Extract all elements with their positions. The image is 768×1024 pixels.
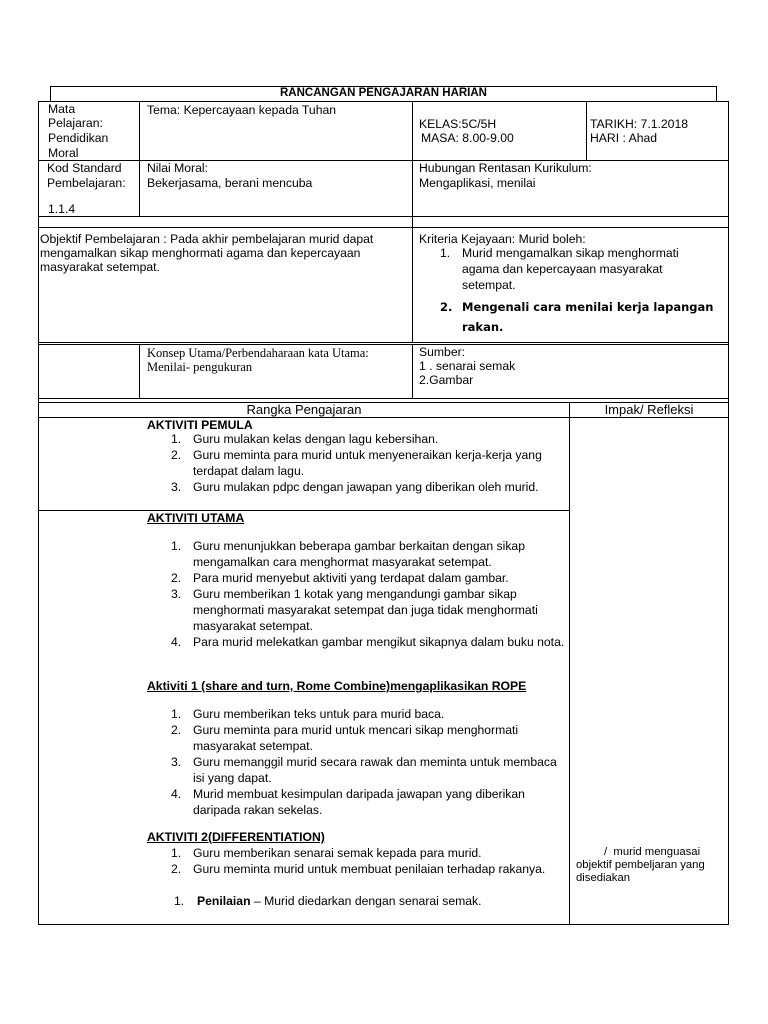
subject-line-4: Moral bbox=[48, 146, 79, 160]
subject-line-2: Pelajaran: bbox=[48, 116, 103, 130]
pemula-heading: AKTIVITI PEMULA bbox=[147, 418, 253, 432]
aktiviti1-num-3: 3. bbox=[171, 755, 182, 769]
utama-num-2: 2. bbox=[171, 571, 182, 585]
criteria-list bbox=[416, 245, 716, 337]
rule-table-bottom bbox=[38, 924, 729, 925]
pemula-list bbox=[147, 431, 567, 495]
list-item bbox=[147, 706, 567, 722]
assessment-text: – Murid diedarkan dengan senarai semak. bbox=[250, 894, 482, 908]
pemula-num-3: 3. bbox=[171, 480, 182, 494]
list-item bbox=[147, 447, 567, 479]
utama-text-4: Para murid melekatkan gambar mengikut sikapnya dalam buku nota. bbox=[193, 635, 565, 649]
aktiviti2-list bbox=[147, 845, 567, 877]
reflection-text-1: murid menguasai bbox=[613, 846, 701, 858]
objective-line-3: masyarakat setempat. bbox=[40, 260, 160, 274]
utama-num-3: 3. bbox=[171, 587, 182, 601]
aktiviti1-text-3: Guru memanggil murid secara rawak dan meminta untuk membaca isi yang dapat. bbox=[193, 755, 557, 785]
list-item bbox=[147, 754, 567, 786]
list-item bbox=[147, 634, 567, 650]
list-item bbox=[147, 479, 567, 495]
list-item bbox=[147, 538, 567, 570]
rule-row1-bottom bbox=[38, 160, 729, 161]
moral-value: Bekerjasama, berani mencuba bbox=[147, 176, 313, 190]
utama-num-1: 1. bbox=[171, 539, 182, 553]
title-box-right bbox=[716, 86, 717, 101]
rule-row3-bottom bbox=[38, 342, 729, 343]
list-item bbox=[147, 845, 567, 861]
pemula-text-3: Guru mulakan pdpc dengan jawapan yang diberikan oleh murid. bbox=[193, 480, 539, 494]
aktiviti1-num-1: 1. bbox=[171, 707, 182, 721]
aktiviti2-num-2: 2. bbox=[171, 862, 182, 876]
rule-col-b-row4 bbox=[412, 344, 413, 399]
rule-row4-top bbox=[38, 344, 729, 345]
aktiviti1-text-2: Guru meminta para murid untuk mencari sikap menghormati masyarakat setempat. bbox=[193, 723, 519, 753]
utama-list bbox=[147, 538, 567, 650]
concept-label: Konsep Utama/Perbendaharaan kata Utama: bbox=[147, 346, 369, 360]
rule-col-impact bbox=[569, 402, 570, 925]
source-2: 2.Gambar bbox=[419, 373, 474, 387]
source-label: Sumber: bbox=[419, 345, 466, 359]
rule-row3-top bbox=[38, 227, 729, 228]
utama-text-1: Guru menunjukkan beberapa gambar berkaitan dengan sikap mengamalkan cara menghormat masyarakat setempat. bbox=[193, 539, 525, 569]
rule-col-a bbox=[139, 101, 140, 217]
list-item bbox=[416, 297, 716, 337]
objective-line-1: Objektif Pembelajaran : Pada akhir pembelajaran murid dapat bbox=[40, 232, 374, 246]
impact-header: Impak/ Refleksi bbox=[604, 402, 694, 417]
rule-left-edge bbox=[38, 101, 39, 925]
list-item bbox=[147, 570, 567, 586]
pemula-num-2: 2. bbox=[171, 448, 182, 462]
aktiviti1-num-2: 2. bbox=[171, 723, 182, 737]
pemula-num-1: 1. bbox=[171, 432, 182, 446]
rule-col-b bbox=[412, 101, 413, 343]
subject-line-3: Pendidikan bbox=[48, 131, 109, 145]
day: HARI : Ahad bbox=[590, 131, 658, 145]
aktiviti1-text-1: Guru memberikan teks untuk para murid baca. bbox=[193, 707, 445, 721]
criteria-text-1: Murid mengamalkan sikap menghormati agama dan kepercayaan masyarakat setempat. bbox=[462, 246, 679, 292]
reflection-line-2: objektif pembeljaran yang bbox=[576, 859, 705, 871]
list-item bbox=[147, 861, 567, 877]
crosscurricular-label: Hubungan Rentasan Kurikulum: bbox=[419, 161, 592, 175]
criteria-num-1: 1. bbox=[440, 246, 451, 260]
list-item bbox=[147, 786, 567, 818]
objective-line-2: mengamalkan sikap menghormati agama dan kepercayaan bbox=[40, 246, 361, 260]
framework-header: Rangka Pengajaran bbox=[246, 402, 362, 417]
standard-code: 1.1.4 bbox=[48, 202, 76, 216]
rule-row2-bottom bbox=[38, 216, 729, 217]
utama-num-4: 4. bbox=[171, 635, 182, 649]
page-title: RANCANGAN PENGAJARAN HARIAN bbox=[279, 87, 487, 99]
subject-line-1: Mata bbox=[48, 102, 76, 116]
standard-label-2 bbox=[47, 175, 126, 191]
list-item bbox=[147, 431, 567, 447]
rule-col-c bbox=[586, 101, 587, 161]
assessment bbox=[197, 893, 482, 909]
reflection-line-1 bbox=[604, 846, 700, 859]
utama-text-3: Guru memberikan 1 kotak yang mengandungi gambar sikap menghormati masyarakat setempat dan juga tidak menghormati masyarakat setempat. bbox=[193, 587, 538, 633]
source-1: 1 . senarai semak bbox=[419, 359, 516, 373]
aktiviti2-num-1: 1. bbox=[171, 846, 182, 860]
reflection-mark: / bbox=[604, 846, 608, 858]
pemula-text-1: Guru mulakan kelas dengan lagu kebersihan. bbox=[193, 432, 439, 446]
criteria-label: Kriteria Kejayaan: Murid boleh: bbox=[419, 232, 586, 246]
rule-table-top bbox=[38, 101, 729, 102]
standard-label-2-text: Pembelajaran: bbox=[47, 176, 126, 190]
aktiviti2-heading: AKTIVITI 2(DIFFERENTIATION) bbox=[147, 830, 325, 844]
date: TARIKH: 7.1.2018 bbox=[590, 117, 688, 131]
utama-heading: AKTIVITI UTAMA bbox=[147, 511, 245, 525]
list-item bbox=[147, 586, 567, 634]
aktiviti2-text-1: Guru memberikan senarai semak kepada para murid. bbox=[193, 846, 482, 860]
standard-label-1: Kod Standard bbox=[47, 161, 122, 175]
rule-pemula-bottom bbox=[38, 510, 570, 511]
crosscurricular-value: Mengaplikasi, menilai bbox=[419, 176, 536, 190]
reflection-line-3: disediakan bbox=[576, 872, 631, 884]
time: MASA: 8.00-9.00 bbox=[421, 131, 514, 145]
list-item bbox=[147, 722, 567, 754]
class: KELAS:5C/5H bbox=[419, 117, 497, 131]
utama-text-2: Para murid menyebut aktiviti yang terdapat dalam gambar. bbox=[193, 571, 509, 585]
criteria-num-2: 2. bbox=[440, 300, 453, 314]
pemula-text-2: Guru meminta para murid untuk menyeneraikan kerja-kerja yang terdapat dalam lagu. bbox=[193, 448, 542, 478]
rule-col-a-row4 bbox=[139, 344, 140, 399]
assessment-label: Penilaian bbox=[197, 894, 251, 908]
aktiviti1-heading: Aktiviti 1 (share and turn, Rome Combine)mengaplikasikan ROPE bbox=[147, 679, 527, 693]
aktiviti1-text-4: Murid membuat kesimpulan daripada jawapan yang diberikan daripada rakan sekelas. bbox=[193, 787, 525, 817]
assessment-num: 1. bbox=[174, 894, 185, 908]
aktiviti1-num-4: 4. bbox=[171, 787, 182, 801]
criteria-text-2: Mengenali cara menilai kerja lapangan rakan. bbox=[462, 300, 714, 334]
rule-row4-bottom bbox=[38, 398, 729, 399]
aktiviti1-list bbox=[147, 706, 567, 818]
rule-right-edge bbox=[728, 101, 729, 925]
theme: Tema: Kepercayaan kepada Tuhan bbox=[147, 103, 337, 117]
moral-value-label: Nilai Moral: bbox=[147, 161, 208, 175]
aktiviti2-text-2: Guru meminta murid untuk membuat penilaian terhadap rakanya. bbox=[193, 862, 546, 876]
concept-value: Menilai- pengukuran bbox=[147, 360, 253, 374]
list-item bbox=[416, 245, 716, 293]
